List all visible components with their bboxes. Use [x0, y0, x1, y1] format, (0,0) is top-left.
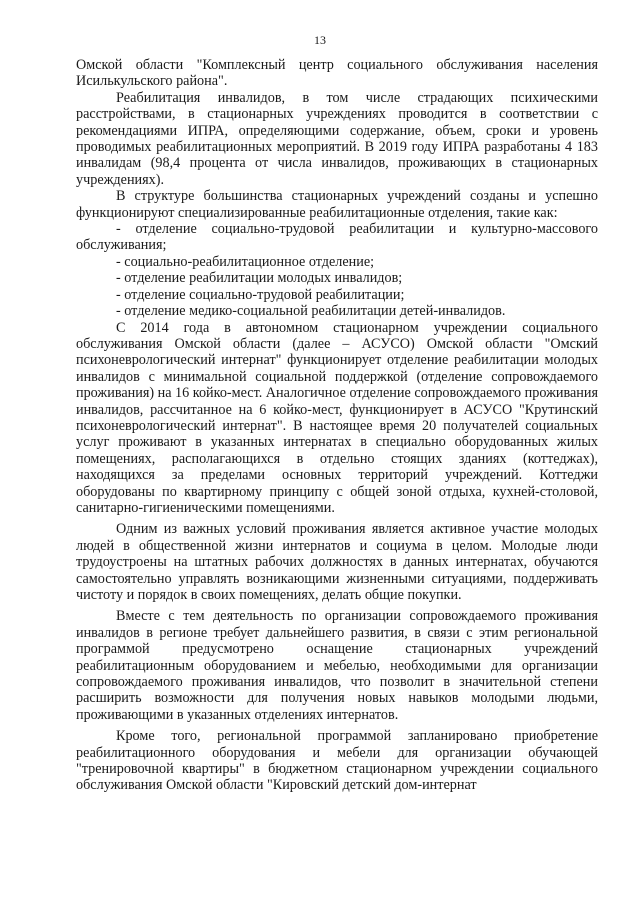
paragraph-rehabilitation: Реабилитация инвалидов, в том числе страдающих психическими расстройствами, в стационарных учреждениях проводится в соответствии с рекомендациями ИПРА, определяющими содержание, объем, сроки и уровень проводимых реабилитационных мероприятий. В 2019 году ИПРА разработаны 4 183 инвалидам (98,4 процента от числа инвалидов, проживающих в стационарных учреждениях). [76, 89, 598, 188]
paragraph-participation: Одним из важных условий проживания является активное участие молодых людей в общественной жизни интернатов и социума в целом. Молодые люди трудоустроены на штатных рабочих должностях в данных интернатах, обучаются самостоятельно управлять возникающими жизненными ситуациями, поддерживать чистоту и порядок в своих помещениях, делать общие покупки. [76, 521, 598, 603]
page-number: 13 [314, 33, 326, 47]
list-item: - отделение социально-трудовой реабилитации; [116, 286, 405, 303]
paragraph-training-apartment: Кроме того, региональной программой запланировано приобретение реабилитационного оборудования и мебели для организации обучающей "тренировочной квартиры" в бюджетном стационарном учреждении социального обслуживания Омской области "Кировский детский дом-интернат [76, 728, 598, 794]
paragraph-supported-living: С 2014 года в автономном стационарном учреждении социального обслуживания Омской области (далее – АСУСО) Омской области "Омский психоневрологический интернат" функционирует отделение реабилитации молодых инвалидов с минимальной социальной поддержкой (отделение сопровождаемого проживания) на 16 койко-мест. Аналогичное отделение сопровождаемого проживания инвалидов, рассчитанное на 6 койко-мест, функционирует в АСУСО "Крутинский психоневрологический интернат". В настоящее время 20 получателей социальных услуг проживают в указанных интернатах в специально оборудованных жилых помещениях, располагающихся в отдельно стоящих зданиях (коттеджах), находящихся за пределами основных территорий учреждений. Коттеджи оборудованы по квартирному принципу с общей зоной отдыха, кухней-столовой, санитарно-гигиеническими помещениями. [76, 319, 598, 516]
paragraph-continuation: Омской области "Комплексный центр социального обслуживания населения Исилькульского района". [76, 57, 598, 90]
list-item: - отделение медико-социальной реабилитации детей-инвалидов. [116, 303, 506, 320]
document-body [76, 57, 598, 794]
list-item: - отделение социально-трудовой реабилитации и культурно-массового обслуживания; [76, 221, 598, 254]
list-item: - отделение реабилитации молодых инвалидов; [116, 270, 403, 287]
paragraph-development: Вместе с тем деятельность по организации сопровождаемого проживания инвалидов в регионе требует дальнейшего развития, в связи с этим региональной программой предусмотрено оснащение стационарных учреждений реабилитационным оборудованием и мебелью, необходимыми для организации сопровождаемого проживания инвалидов, что позволит в значительной степени расширить возможности для получения новых навыков молодыми людьми, проживающими в указанных отделениях интернатов. [76, 608, 598, 723]
paragraph-departments-intro: В структуре большинства стационарных учреждений созданы и успешно функционируют специализированные реабилитационные отделения, такие как: [76, 188, 598, 221]
list-item: - социально-реабилитационное отделение; [116, 253, 375, 270]
